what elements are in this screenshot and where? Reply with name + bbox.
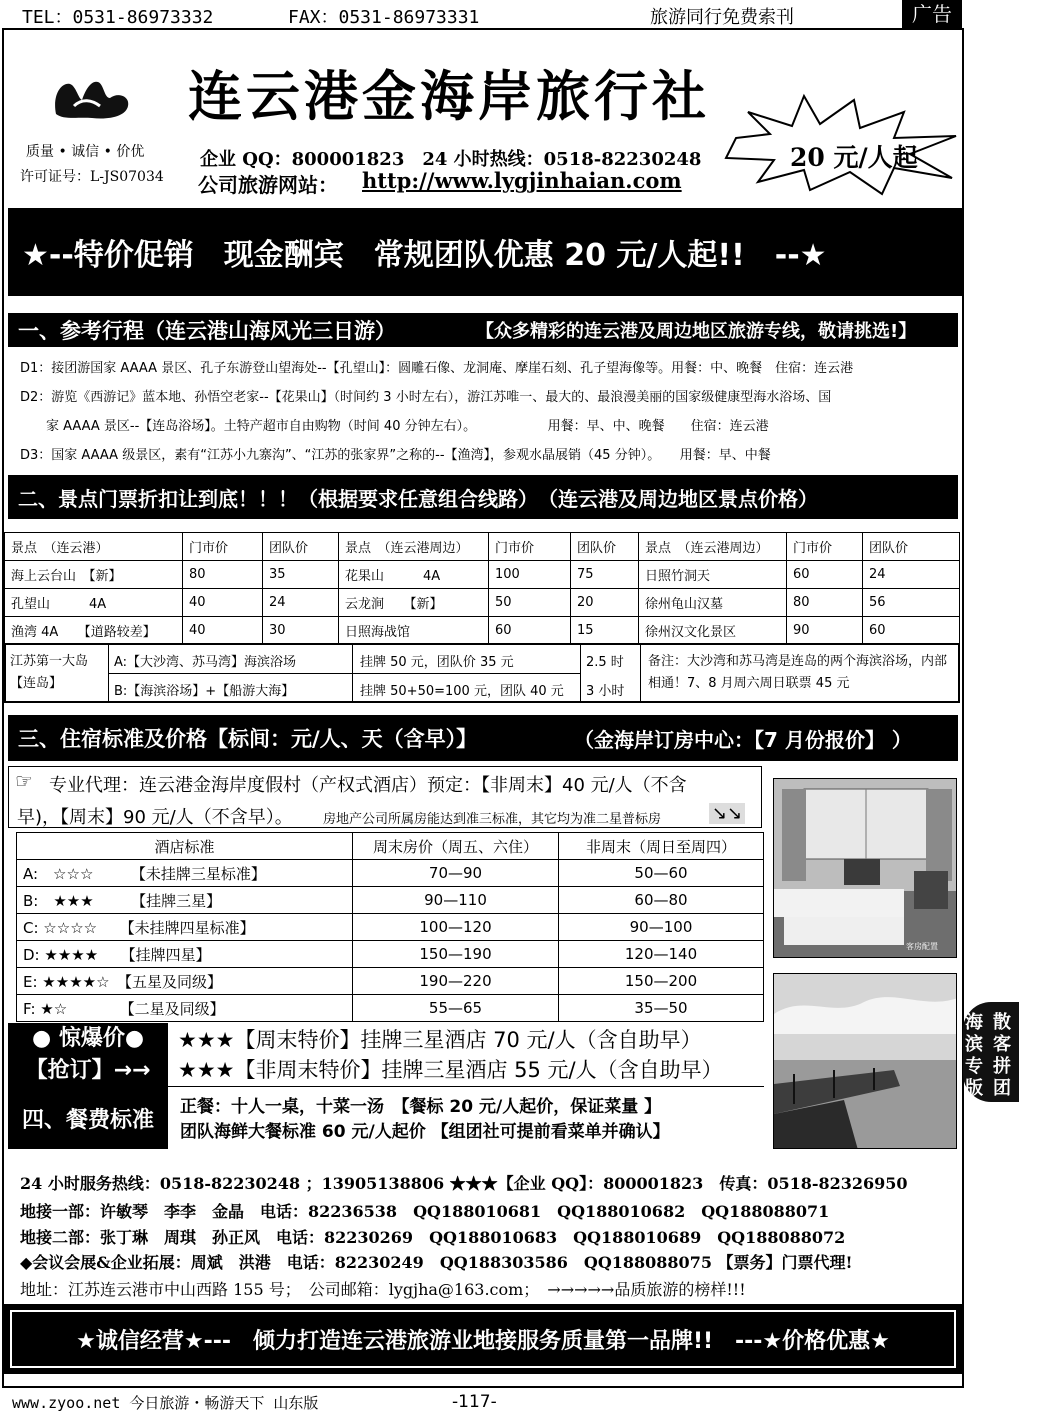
- table-cell: 120—140: [559, 941, 764, 968]
- table-cell: 35—50: [559, 995, 764, 1022]
- table-cell: 80: [787, 589, 863, 617]
- table-cell: 40: [183, 589, 263, 617]
- table-cell: 75: [571, 561, 639, 589]
- meal-line: 团队海鲜大餐标准 60 元/人起价 【组团社可提前看菜单并确认】: [180, 1122, 670, 1142]
- table-cell: C: ☆☆☆☆ 【未挂牌四星标准】: [17, 914, 353, 941]
- deal-line: ★★★【非周末特价】挂牌三星酒店 55 元/人（含自助早）: [178, 1058, 723, 1082]
- itinerary-line: 家 AAAA 景区--【连岛浴场】。土特产超市自由购物（时间 40 分钟左右）。 用餐：早、中、晚餐 住宿：连云港: [20, 419, 769, 434]
- itinerary-line: D2：游览《西游记》蓝本地、孙悟空老家--【花果山】（时间约 3 小时左右），游江苏唯一、最大的、最浪漫美丽的国家级健康型海水浴场、国: [20, 390, 832, 405]
- table-cell: 50: [489, 589, 571, 617]
- table-header-row: [5, 533, 960, 561]
- company-name: 连云港金海岸旅行社: [188, 64, 710, 128]
- contact-hotline: 24 小时服务热线：0518-82230248 ；13905138806 ★★★【企业 QQ】：800001823 传真：0518-82326950: [20, 1174, 908, 1193]
- hotel-room-photo: [773, 778, 957, 958]
- footer-site: www.zyoo.net 今日旅游・畅游天下 山东版: [12, 1394, 319, 1412]
- table-cell: 徐州汉文化景区: [639, 617, 787, 645]
- table-cell: 100: [489, 561, 571, 589]
- section-hotel-title: 三、住宿标准及价格【标间：元/人、天（含早）】: [18, 727, 478, 751]
- table-cell: 60: [489, 617, 571, 645]
- side-tab: [963, 1002, 1019, 1102]
- table-cell: 15: [571, 617, 639, 645]
- island-note: 备注：大沙湾和苏马湾是连岛的两个海滨浴场，内部相通！7、8 月周六周日联票 45 元: [648, 654, 948, 691]
- table-cell: A: ☆☆☆ 【未挂牌三星标准】: [17, 860, 353, 887]
- table-cell: 100—120: [353, 914, 559, 941]
- photo-caption: 客房配置: [906, 942, 938, 951]
- itinerary-line: D3：国家 AAAA 级景区，素有“江苏小九寨沟”、“江苏的张家界”之称的--【渔湾】，参观水晶展销（45 分钟）。 用餐：早、中餐: [20, 448, 771, 463]
- table-row: [17, 941, 764, 968]
- ad-badge: 广告: [902, 0, 962, 28]
- table-cell: 80: [183, 561, 263, 589]
- island-option-a-price: 挂牌 50 元，团队价 35 元: [360, 655, 514, 670]
- contact-dept-2: 地接二部：张丁琳 周琪 孙正风 电话：82230269 QQ188010683 QQ188010689 QQ188088072: [20, 1228, 846, 1247]
- table-cell: 60: [863, 617, 960, 645]
- arrow-down-right-icon: ↘↘: [709, 803, 745, 824]
- table-header-cell: 酒店标准: [17, 833, 353, 860]
- table-cell: 海上云台山 【新】: [5, 561, 183, 589]
- section-tickets-header: [8, 475, 958, 519]
- table-header-cell: 景点 （连云港）: [5, 533, 183, 561]
- hot-deal-book[interactable]: 【抢订】→→: [25, 1058, 151, 1083]
- table-cell: 20: [571, 589, 639, 617]
- itinerary-line: D1：接团游国家 AAAA 景区、孔子东游登山望海处--【孔望山】：圆雕石像、龙洞庵、摩崖石刻、孔子望海像等。用餐：中、晚餐 住宿：连云港: [20, 361, 854, 376]
- tagline-text: 旅游同行免费索刊: [650, 7, 794, 28]
- contact-address: 地址：江苏连云港市中山西路 155 号； 公司邮箱：lygjha@163.com； →→→→→品质旅游的榜样!!!: [20, 1280, 746, 1299]
- side-tab-left-text: 海滨专版: [965, 1012, 983, 1099]
- table-row: [17, 914, 764, 941]
- table-row: [5, 617, 960, 645]
- table-cell: 24: [863, 561, 960, 589]
- company-qq-hotline: 企业 QQ：800001823 24 小时热线：0518-82230248: [200, 149, 702, 170]
- promo-banner-text: ★--特价促销 现金酬宾 常规团队优惠 20 元/人起!! --★: [22, 238, 827, 273]
- table-row: [17, 995, 764, 1022]
- agent-box: [8, 766, 762, 828]
- table-cell: 90—100: [559, 914, 764, 941]
- table-cell: 50—60: [559, 860, 764, 887]
- table-header-cell: 景点 （连云港周边）: [639, 533, 787, 561]
- table-row: [5, 561, 960, 589]
- table-cell: 60: [787, 561, 863, 589]
- bottom-banner: [4, 1304, 962, 1374]
- contact-dept-1: 地接一部：许敏琴 李李 金晶 电话：82236538 QQ188010681 QQ188010682 QQ188088071: [20, 1202, 830, 1221]
- tel-text: TEL：0531-86973332: [22, 7, 214, 28]
- island-option-a: A:【大沙湾、苏马湾】海滨浴场: [114, 655, 297, 670]
- island-option-a-time: 2.5 时: [586, 655, 624, 670]
- hot-deal-label: ● 惊爆价●: [31, 1026, 145, 1051]
- table-cell: 35: [263, 561, 339, 589]
- contact-conference: ◆会议会展&企业拓展：周斌 洪港 电话：82230249 QQ188303586 QQ188088075 【票务】门票代理!: [20, 1253, 853, 1272]
- agent-small-note: 房地产公司所属房能达到准三标准，其它均为准二星普标房: [323, 812, 662, 827]
- hot-deal-label-box: [8, 1023, 168, 1087]
- section-hotel-note: （金海岸订房中心：【7 月份报价】 ）: [574, 727, 912, 752]
- section-itinerary-note: 【众多精彩的连云港及周边地区旅游专线，敬请挑选!】: [476, 321, 917, 342]
- table-cell: 渔湾 4A 【道路较差】: [5, 617, 183, 645]
- table-cell: 150—200: [559, 968, 764, 995]
- table-cell: 90—110: [353, 887, 559, 914]
- license-number: 许可证号：L-JS07034: [20, 169, 164, 185]
- table-cell: 56: [863, 589, 960, 617]
- table-cell: 60—80: [559, 887, 764, 914]
- price-burst-text: 20 元/人起: [790, 143, 918, 172]
- website-link[interactable]: http://www.lygjinhaian.com: [362, 168, 682, 193]
- table-cell: 孔望山 4A: [5, 589, 183, 617]
- side-tab-right-text: 散客拼团: [993, 1012, 1011, 1099]
- table-header-cell: 门市价: [787, 533, 863, 561]
- table-header-cell: 门市价: [183, 533, 263, 561]
- meal-line: 正餐：十人一桌，十菜一汤 【餐标 20 元/人起价，保证菜量 】: [180, 1097, 662, 1117]
- table-cell: 190—220: [353, 968, 559, 995]
- table-header-cell: 周末房价（周五、六住）: [353, 833, 559, 860]
- table-header-cell: 团队价: [263, 533, 339, 561]
- table-cell: 24: [263, 589, 339, 617]
- table-cell: 70—90: [353, 860, 559, 887]
- table-cell: B: ★★★ 【挂牌三星】: [17, 887, 353, 914]
- section-itinerary-title: 一、参考行程（连云港山海风光三日游）: [18, 319, 396, 343]
- section-tickets-title: 二、景点门票折扣让到底！！！（根据要求任意组合线路） （连云港及周边地区景点价格）: [18, 486, 818, 511]
- table-cell: F: ★☆ 【二星及同级】: [17, 995, 353, 1022]
- table-cell: 徐州龟山汉墓: [639, 589, 787, 617]
- hotel-price-table: [16, 832, 764, 1022]
- ticket-price-table: [4, 532, 960, 645]
- island-option-b-time: 3 小时: [586, 684, 625, 699]
- company-motto: 质量 • 诚信 • 价优: [26, 144, 145, 160]
- footer-page-number: -117-: [452, 1392, 497, 1412]
- table-cell: 40: [183, 617, 263, 645]
- table-cell: 日照竹洞天: [639, 561, 787, 589]
- island-option-b: B:【海滨浴场】+【船游大海】: [114, 684, 295, 699]
- fax-text: FAX：0531-86973331: [288, 7, 480, 28]
- section-hotel-header: [8, 715, 958, 761]
- bottom-banner-text: ★诚信经营★--- 倾力打造连云港旅游业地接服务质量第一品牌!! ---★价格优惠★: [76, 1328, 890, 1354]
- table-header-cell: 团队价: [571, 533, 639, 561]
- section-meal-header: [8, 1087, 168, 1149]
- table-header-row: [17, 833, 764, 860]
- agent-text-line: 早)，【周末】90 元/人（不含早）。: [17, 807, 293, 828]
- seaside-pier-photo: [773, 973, 957, 1149]
- website-label: 公司旅游网站：: [198, 173, 338, 197]
- table-header-cell: 景点 （连云港周边）: [339, 533, 489, 561]
- agent-text-line: 专业代理：连云港金海岸度假村（产权式酒店）预定：【非周末】40 元/人（不含: [49, 775, 687, 796]
- table-cell: D: ★★★★ 【挂牌四星】: [17, 941, 353, 968]
- table-header-cell: 门市价: [489, 533, 571, 561]
- section-meal-title: 四、餐费标准: [21, 1107, 154, 1133]
- hand-pointer-icon: ☞: [15, 769, 33, 793]
- island-name: 江苏第一大岛【连岛】: [10, 654, 89, 691]
- table-cell: 云龙涧 【新】: [339, 589, 489, 617]
- company-logo-icon: [48, 64, 138, 126]
- table-row: [17, 968, 764, 995]
- table-row: [5, 589, 960, 617]
- table-cell: 30: [263, 617, 339, 645]
- table-cell: 150—190: [353, 941, 559, 968]
- table-cell: 55—65: [353, 995, 559, 1022]
- island-ticket-box: [4, 643, 960, 703]
- table-cell: 90: [787, 617, 863, 645]
- table-cell: 花果山 4A: [339, 561, 489, 589]
- island-option-b-price: 挂牌 50+50=100 元，团队 40 元: [360, 684, 564, 699]
- table-cell: 日照海战馆: [339, 617, 489, 645]
- table-header-cell: 非周末（周日至周四）: [559, 833, 764, 860]
- promo-banner: [8, 208, 962, 296]
- table-row: [17, 860, 764, 887]
- table-cell: E: ★★★★☆ 【五星及同级】: [17, 968, 353, 995]
- section-itinerary-header: [8, 313, 958, 347]
- deal-line: ★★★【周末特价】挂牌三星酒店 70 元/人（含自助早）: [178, 1028, 702, 1052]
- table-header-cell: 团队价: [863, 533, 960, 561]
- table-row: [17, 887, 764, 914]
